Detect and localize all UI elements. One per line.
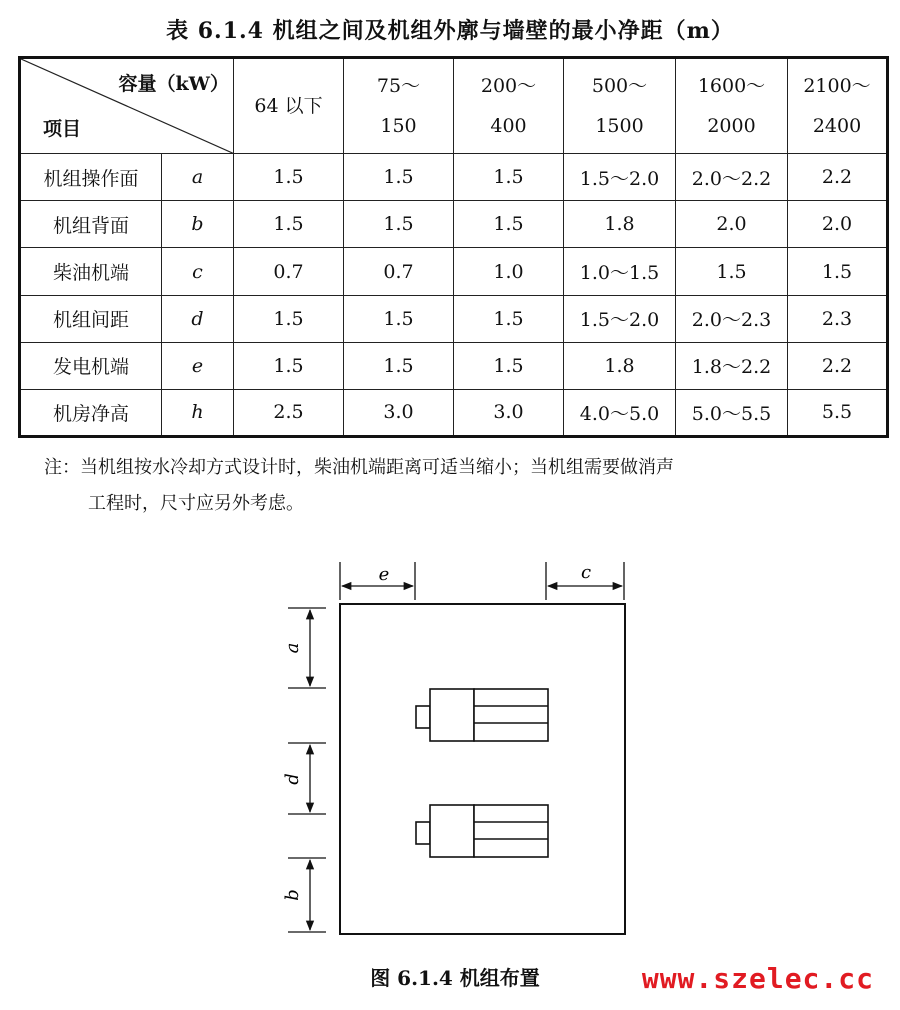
table-cell: 2.5 (234, 389, 344, 436)
dimension-c (546, 562, 624, 600)
watermark: www.szelec.cc (641, 962, 874, 995)
table-cell: 3.0 (454, 389, 564, 436)
svg-text:b: b (282, 889, 303, 901)
note-line-1: 注：当机组按水冷却方式设计时，柴油机端距离可适当缩小；当机组需要做消声 (44, 457, 674, 478)
table-cell: 1.5 (234, 295, 344, 342)
svg-text:d: d (282, 773, 303, 785)
generator-set-2 (416, 805, 548, 857)
table-cell: 1.5 (676, 248, 788, 295)
table-cell: 1.5 (454, 342, 564, 389)
row-symbol: e (162, 342, 234, 389)
item-header: 项目 (43, 118, 82, 141)
row-name: 机组间距 (20, 295, 162, 342)
table-cell: 1.5 (454, 201, 564, 248)
col-header-3: 500～ 1500 (564, 58, 676, 154)
table-cell: 1.5～2.0 (564, 295, 676, 342)
capacity-header: 容量（kW） (118, 73, 229, 95)
table-cell: 2.0 (788, 201, 888, 248)
row-name: 机组操作面 (20, 154, 162, 201)
table-cell: 1.5 (234, 342, 344, 389)
note-line-2: 工程时，尺寸应另外考虑。 (88, 493, 304, 514)
col-header-4: 1600～ 2000 (676, 58, 788, 154)
table-cell: 1.8 (564, 342, 676, 389)
col-header-1: 75～ 150 (344, 58, 454, 154)
col-header-0: 64 以下 (234, 58, 344, 154)
row-symbol: h (162, 389, 234, 436)
table-cell: 2.2 (788, 154, 888, 201)
table-cell: 2.0～2.3 (676, 295, 788, 342)
row-name: 发电机端 (20, 342, 162, 389)
table-cell: 2.3 (788, 295, 888, 342)
row-symbol: d (162, 295, 234, 342)
dimension-d (282, 743, 326, 814)
table-row (20, 389, 888, 436)
table-cell: 1.5 (234, 201, 344, 248)
generator-set-1 (416, 689, 548, 741)
table-cell: 0.7 (234, 248, 344, 295)
table-cell: 5.5 (788, 389, 888, 436)
table-header-row (20, 58, 888, 154)
table-cell: 2.2 (788, 342, 888, 389)
row-name: 机房净高 (20, 389, 162, 436)
table-cell: 1.8～2.2 (676, 342, 788, 389)
svg-text:e: e (378, 564, 390, 585)
table-row (20, 248, 888, 295)
table-cell: 1.5 (788, 248, 888, 295)
col-header-2: 200～ 400 (454, 58, 564, 154)
dimension-e (340, 562, 415, 600)
svg-text:c: c (580, 562, 592, 583)
table-row (20, 154, 888, 201)
row-name: 柴油机端 (20, 248, 162, 295)
table-cell: 1.0 (454, 248, 564, 295)
dimension-b (282, 858, 326, 932)
row-symbol: a (162, 154, 234, 201)
figure-caption: 图 6.1.4 机组布置 (370, 966, 540, 990)
table-cell: 3.0 (344, 389, 454, 436)
svg-text:a: a (282, 642, 303, 654)
table-cell: 1.5 (234, 154, 344, 201)
table-note (44, 450, 874, 522)
table-cell: 1.8 (564, 201, 676, 248)
table-cell: 1.5 (344, 342, 454, 389)
table-cell: 0.7 (344, 248, 454, 295)
table-cell: 1.5 (454, 295, 564, 342)
room-outline (340, 604, 625, 934)
table-cell: 1.0～1.5 (564, 248, 676, 295)
clearance-table (18, 56, 889, 438)
col-header-5: 2100～ 2400 (788, 58, 888, 154)
table-cell: 2.0 (676, 201, 788, 248)
table-cell: 1.5 (344, 154, 454, 201)
table-cell: 5.0～5.5 (676, 389, 788, 436)
dimension-a (282, 608, 326, 688)
row-symbol: c (162, 248, 234, 295)
table-cell: 1.5 (454, 154, 564, 201)
table-title: 表 6.1.4 机组之间及机组外廓与墙壁的最小净距（m） (166, 18, 734, 44)
row-name: 机组背面 (20, 201, 162, 248)
table-cell: 1.5 (344, 295, 454, 342)
table-cell: 4.0～5.0 (564, 389, 676, 436)
table-cell: 2.0～2.2 (676, 154, 788, 201)
row-symbol: b (162, 201, 234, 248)
table-row (20, 295, 888, 342)
table-row (20, 201, 888, 248)
header-diagonal-cell (20, 58, 234, 154)
table-cell: 1.5～2.0 (564, 154, 676, 201)
layout-diagram (270, 548, 650, 948)
table-row (20, 342, 888, 389)
table-cell: 1.5 (344, 201, 454, 248)
